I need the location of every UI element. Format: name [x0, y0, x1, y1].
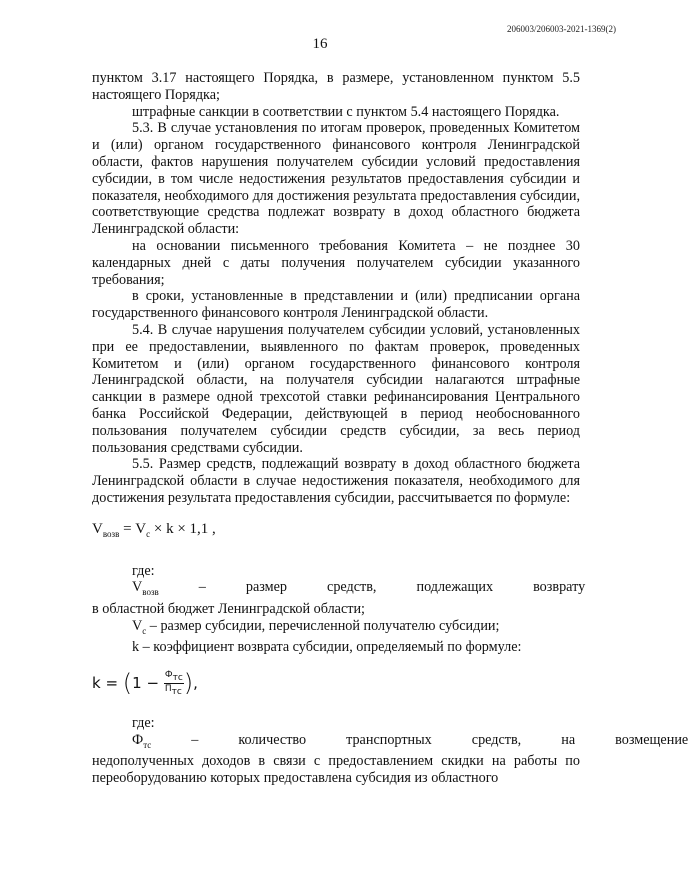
- page-number: 16: [312, 36, 328, 52]
- formula-refund-amount: $V_{возв} = V_с \times k \times 1,1$ ,: [92, 520, 216, 539]
- definition-continuation: в областной бюджет Ленинградской области;: [92, 600, 365, 617]
- paragraph-5-3: 5.3. В случае установления по итогам проверок, проведенных Комитетом и (или) органом государственного финансового контроля Ленинградской области, фактов нарушения получателем субсидии условий предоставления субсидии, в том числе недостижения результатов предоставления субсидии и показателя, необходимого для достижения результата предоставления субсидии, соответствующие средства подлежат возврату в доход областного бюджета Ленинградской области:: [92, 120, 580, 238]
- where-label: где:: [132, 562, 155, 579]
- paragraph-5-4: 5.4. В случае нарушения получателем субсидии условий, установленных при ее предоставлении, выявленного по фактам проверок, проведенных Комитетом и (или) органом государственного финансового контроля Ленинградской области, на получателя субсидии налагаются штрафные санкции в размере одной трехсотой ставки рефинансирования Центрального банка Российской Федерации, действующей в период необоснованного пользования получателем субсидии средств субсидии, за весь период пользования средствами субсидии.: [92, 321, 580, 456]
- definition-v-c: $V_с$ – размер субсидии, перечисленной получателю субсидии;: [132, 617, 500, 636]
- definition-continuation: недополученных доходов в связи с предоставлением скидки на работы по переоборудованию которых предоставлена субсидия из областного: [92, 753, 580, 786]
- definition-v-vozv: $V_{возв}$ – размер средств, подлежащих возврату: [132, 579, 586, 598]
- paragraph: в сроки, установленные в представлении и (или) предписании органа государственного финансового контроля Ленинградской области.: [92, 288, 580, 322]
- definition-k: k – коэффициент возврата субсидии, определяемый по формуле:: [132, 639, 522, 656]
- document-body: [92, 70, 688, 787]
- paragraph: пунктом 3.17 настоящего Порядка, в размере, установленном пунктом 5.5 настоящего Порядка;: [92, 70, 580, 103]
- fraction: $\frac{Ф_{тс}}{П_{тс}}$: [164, 670, 183, 697]
- document-id: 206003/206003-2021-1369(2): [507, 24, 616, 34]
- paragraph: на основании письменного требования Комитета – не позднее 30 календарных дней с даты получения получателем субсидии указанного требования;: [92, 237, 580, 288]
- paragraph-5-5: 5.5. Размер средств, подлежащий возврату в доход областного бюджета Ленинградской области в случае недостижения показателя, необходимого для достижения результата предоставления субсидии, рассчитывается по формуле:: [92, 456, 580, 506]
- paragraph: штрафные санкции в соответствии с пунктом 5.4 настоящего Порядка.: [132, 103, 560, 120]
- definition-f-tc: $Ф_{тс}$ – количество транспортных средств, на возмещение: [132, 731, 688, 750]
- formula-k-coefficient: k = (1 − $\frac{Ф_{тс}}{П_{тс}}$ ),: [92, 669, 198, 698]
- where-label: где:: [132, 714, 155, 731]
